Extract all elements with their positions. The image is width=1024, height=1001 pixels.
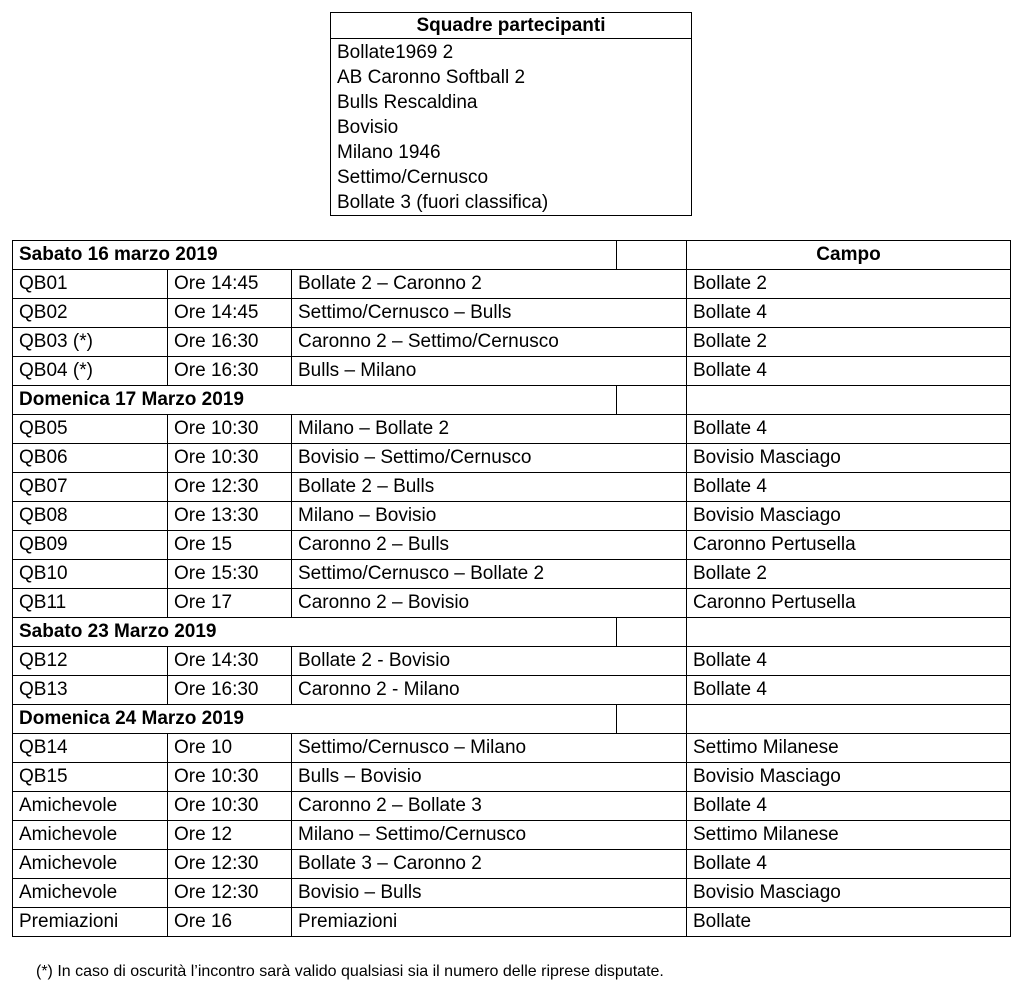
match-teams: Milano – Settimo/Cernusco [292, 821, 687, 850]
match-code: Premiazioni [13, 908, 168, 937]
match-code: QB06 [13, 444, 168, 473]
match-field: Bollate 4 [687, 473, 1011, 502]
match-time: Ore 13:30 [168, 502, 292, 531]
team-item: Bollate 3 (fuori classifica) [337, 192, 549, 213]
match-time: Ore 12:30 [168, 473, 292, 502]
schedule-body [13, 241, 1011, 937]
match-code: QB05 [13, 415, 168, 444]
day-label: Domenica 24 Marzo 2019 [13, 705, 617, 734]
match-row [13, 560, 1011, 589]
empty-cell [617, 386, 687, 415]
match-time: Ore 16:30 [168, 357, 292, 386]
match-field: Bovisio Masciago [687, 763, 1011, 792]
match-field: Bollate 4 [687, 850, 1011, 879]
team-item: Bovisio [337, 117, 399, 138]
match-time: Ore 16 [168, 908, 292, 937]
match-code: QB14 [13, 734, 168, 763]
match-teams: Bovisio – Settimo/Cernusco [292, 444, 687, 473]
match-code: QB09 [13, 531, 168, 560]
match-time: Ore 14:45 [168, 270, 292, 299]
match-time: Ore 17 [168, 589, 292, 618]
match-field: Settimo Milanese [687, 734, 1011, 763]
teams-box [330, 12, 692, 216]
match-teams: Caronno 2 – Settimo/Cernusco [292, 328, 687, 357]
match-code: QB07 [13, 473, 168, 502]
match-code: QB04 (*) [13, 357, 168, 386]
match-field: Bollate 4 [687, 676, 1011, 705]
match-code: Amichevole [13, 879, 168, 908]
match-time: Ore 15:30 [168, 560, 292, 589]
match-field: Settimo Milanese [687, 821, 1011, 850]
match-field: Caronno Pertusella [687, 589, 1011, 618]
match-teams: Milano – Bovisio [292, 502, 687, 531]
match-code: Amichevole [13, 792, 168, 821]
match-field: Bollate 2 [687, 270, 1011, 299]
match-row [13, 415, 1011, 444]
match-row [13, 734, 1011, 763]
match-field: Bollate 4 [687, 792, 1011, 821]
match-teams: Bulls – Milano [292, 357, 687, 386]
match-row [13, 589, 1011, 618]
match-field: Bollate 4 [687, 647, 1011, 676]
match-time: Ore 10:30 [168, 444, 292, 473]
match-row [13, 444, 1011, 473]
empty-cell [687, 705, 1011, 734]
campo-header: Campo [687, 241, 1011, 270]
match-field: Caronno Pertusella [687, 531, 1011, 560]
match-time: Ore 10:30 [168, 763, 292, 792]
match-teams: Bollate 2 – Bulls [292, 473, 687, 502]
match-code: QB01 [13, 270, 168, 299]
match-time: Ore 10 [168, 734, 292, 763]
match-field: Bollate 2 [687, 560, 1011, 589]
team-item: Bulls Rescaldina [337, 92, 478, 113]
match-teams: Bovisio – Bulls [292, 879, 687, 908]
match-time: Ore 16:30 [168, 676, 292, 705]
match-row [13, 531, 1011, 560]
teams-title: Squadre partecipanti [331, 13, 691, 39]
teams-list [331, 39, 691, 215]
match-time: Ore 14:30 [168, 647, 292, 676]
match-time: Ore 15 [168, 531, 292, 560]
match-teams: Settimo/Cernusco – Bulls [292, 299, 687, 328]
match-teams: Bollate 2 – Caronno 2 [292, 270, 687, 299]
match-time: Ore 12:30 [168, 850, 292, 879]
match-field: Bollate 2 [687, 328, 1011, 357]
team-item: AB Caronno Softball 2 [337, 67, 526, 88]
day-label: Domenica 17 Marzo 2019 [13, 386, 617, 415]
match-code: QB10 [13, 560, 168, 589]
match-row [13, 357, 1011, 386]
team-item: Milano 1946 [337, 142, 441, 163]
match-time: Ore 14:45 [168, 299, 292, 328]
match-time: Ore 10:30 [168, 415, 292, 444]
match-row [13, 270, 1011, 299]
match-teams: Caronno 2 – Bollate 3 [292, 792, 687, 821]
match-teams: Caronno 2 – Bovisio [292, 589, 687, 618]
day-label: Sabato 23 Marzo 2019 [13, 618, 617, 647]
match-row [13, 908, 1011, 937]
match-field: Bollate 4 [687, 415, 1011, 444]
schedule-table [12, 240, 1011, 937]
match-teams: Bollate 3 – Caronno 2 [292, 850, 687, 879]
match-row [13, 792, 1011, 821]
empty-cell [617, 241, 687, 270]
empty-cell [617, 705, 687, 734]
match-row [13, 676, 1011, 705]
match-field: Bovisio Masciago [687, 444, 1011, 473]
empty-cell [687, 386, 1011, 415]
day-label: Sabato 16 marzo 2019 [13, 241, 617, 270]
day-header-row [13, 618, 1011, 647]
footnote: (*) In caso di oscurità l’incontro sarà valido qualsiasi sia il numero delle riprese disputate. [36, 963, 664, 980]
match-teams: Settimo/Cernusco – Bollate 2 [292, 560, 687, 589]
match-code: QB11 [13, 589, 168, 618]
match-row [13, 502, 1011, 531]
match-code: QB02 [13, 299, 168, 328]
match-teams: Caronno 2 - Milano [292, 676, 687, 705]
match-row [13, 879, 1011, 908]
match-teams: Bulls – Bovisio [292, 763, 687, 792]
empty-cell [687, 618, 1011, 647]
match-code: QB13 [13, 676, 168, 705]
match-field: Bovisio Masciago [687, 879, 1011, 908]
match-row [13, 473, 1011, 502]
match-code: Amichevole [13, 850, 168, 879]
day-header-row [13, 241, 1011, 270]
match-row [13, 850, 1011, 879]
match-time: Ore 12 [168, 821, 292, 850]
day-header-row [13, 705, 1011, 734]
empty-cell [617, 618, 687, 647]
match-time: Ore 16:30 [168, 328, 292, 357]
match-field: Bollate [687, 908, 1011, 937]
match-teams: Settimo/Cernusco – Milano [292, 734, 687, 763]
match-row [13, 328, 1011, 357]
match-field: Bollate 4 [687, 299, 1011, 328]
match-code: Amichevole [13, 821, 168, 850]
match-code: QB03 (*) [13, 328, 168, 357]
match-field: Bollate 4 [687, 357, 1011, 386]
match-time: Ore 10:30 [168, 792, 292, 821]
team-item: Settimo/Cernusco [337, 167, 489, 188]
match-teams: Milano – Bollate 2 [292, 415, 687, 444]
match-row [13, 821, 1011, 850]
team-item: Bollate1969 2 [337, 42, 454, 63]
day-header-row [13, 386, 1011, 415]
match-row [13, 763, 1011, 792]
match-row [13, 647, 1011, 676]
match-teams: Caronno 2 – Bulls [292, 531, 687, 560]
match-teams: Premiazioni [292, 908, 687, 937]
match-time: Ore 12:30 [168, 879, 292, 908]
match-code: QB12 [13, 647, 168, 676]
match-code: QB15 [13, 763, 168, 792]
match-code: QB08 [13, 502, 168, 531]
match-teams: Bollate 2 - Bovisio [292, 647, 687, 676]
match-field: Bovisio Masciago [687, 502, 1011, 531]
match-row [13, 299, 1011, 328]
